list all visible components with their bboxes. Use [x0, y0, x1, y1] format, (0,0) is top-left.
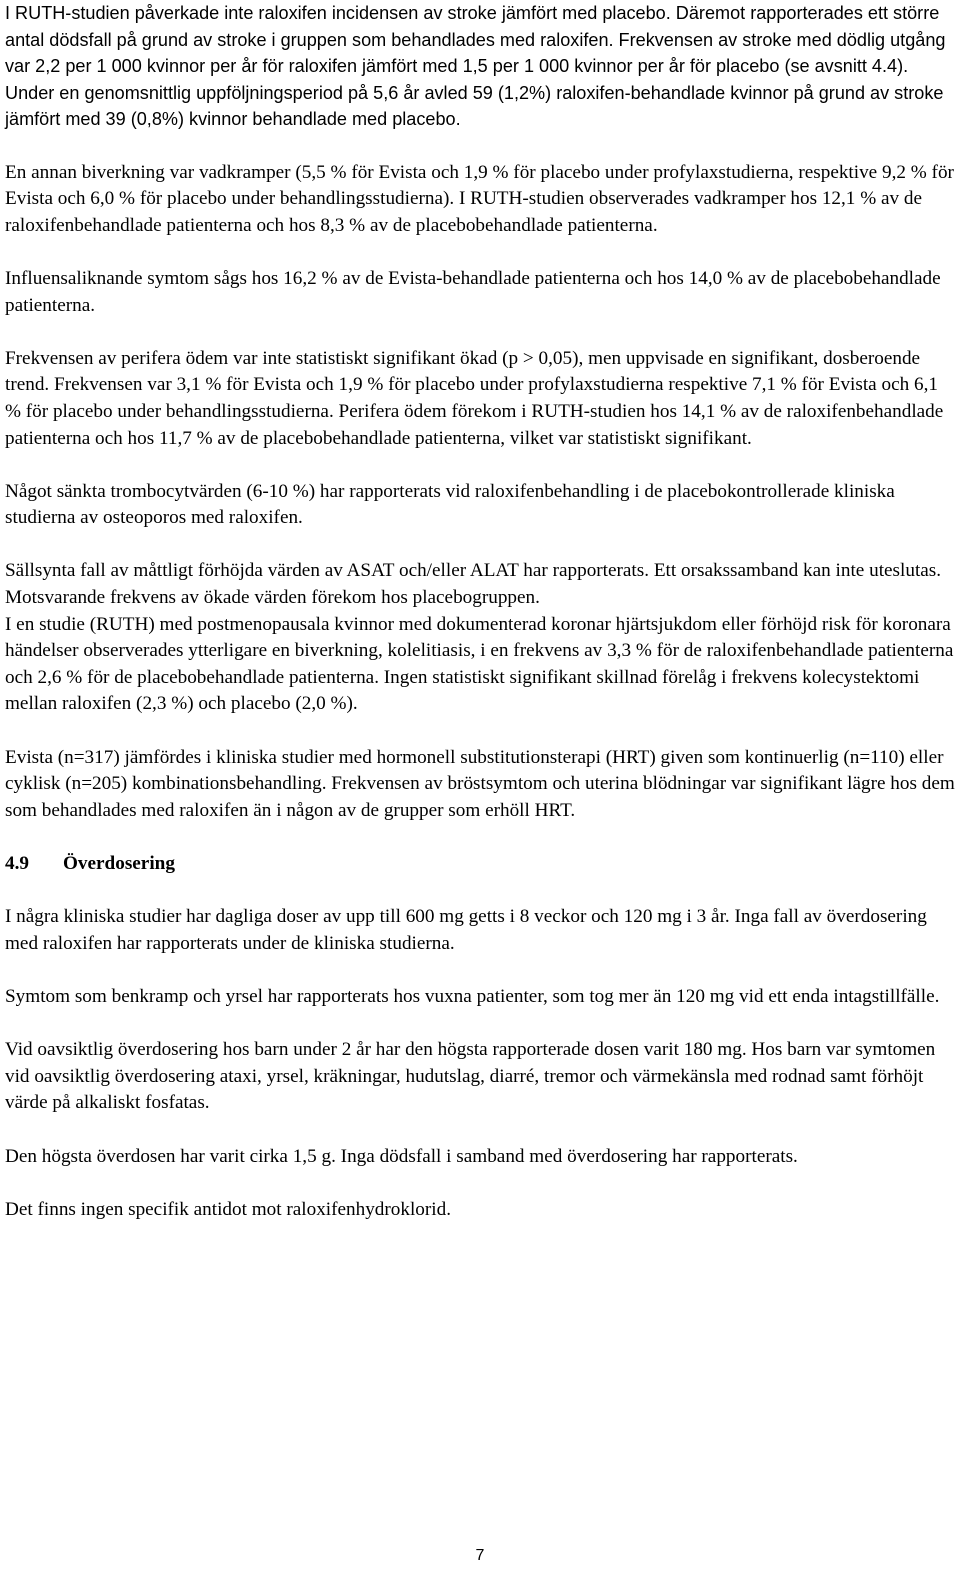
- paragraph-overdose-adult-symptoms: Symtom som benkramp och yrsel har rapporterats hos vuxna patienter, som tog mer än 120 mg vid ett enda intagstillfälle.: [5, 985, 940, 1007]
- page-number: 7: [475, 1547, 485, 1564]
- document-page: [5, 0, 955, 1223]
- paragraph-overdose-doses: I några kliniska studier har dagliga doser av upp till 600 mg getts i 8 veckor och 120 mg i 3 år. Inga fall av överdosering med raloxifen har rapporterats under de kliniska studierna.: [5, 906, 927, 954]
- paragraph-asat-alat: Sällsynta fall av måttligt förhöjda värden av ASAT och/eller ALAT har rapporterats. Ett orsakssamband kan inte uteslutas. Motsvarande frekvens av ökade värden förekom hos placebogruppen.: [5, 560, 942, 609]
- section-heading-overdose: [5, 851, 955, 878]
- section-title: Överdosering: [63, 853, 175, 874]
- paragraph-highest-overdose: Den högsta överdosen har varit cirka 1,5 g. Inga dödsfall i samband med överdosering har rapporterats.: [5, 1145, 798, 1167]
- paragraph-stroke-ruth: I RUTH-studien påverkade inte raloxifen incidensen av stroke jämfört med placebo. Däremot rapporterades ett större antal dödsfall på grund av stroke i gruppen som behandlades med raloxifen. Frekvensen av stroke med dödlig utgång var 2,2 per 1 000 kvinnor per år för raloxifen jämfört med 1,5 per 1 000 kvinnor per år för placebo (se avsnitt 4.4). Under en genomsnittlig uppföljningsperiod på 5,6 år avled 59 (1,2%) raloxifen-behandlade kvinnor på grund av stroke jämfört med 39 (0,8%) kvinnor behandlade med placebo.: [5, 3, 946, 130]
- paragraph-hrt-comparison: Evista (n=317) jämfördes i kliniska studier med hormonell substitutionsterapi (HRT) given som kontinuerlig (n=110) eller cyklisk (n=205) kombinationsbehandling. Frekvensen av bröstsymtom och uterina blödningar var signifikant lägre hos dem som behandlades med raloxifen än i någon av de grupper som erhöll HRT.: [5, 746, 955, 821]
- paragraph-flu-symptoms: Influensaliknande symtom sågs hos 16,2 % av de Evista-behandlade patienterna och hos 14,0 % av de placebobehandlade patienterna.: [5, 267, 941, 316]
- paragraph-peripheral-edema: Frekvensen av perifera ödem var inte statistiskt signifikant ökad (p > 0,05), men uppvisade en signifikant, dosberoende trend. Frekvensen var 3,1 % för Evista och 1,9 % för placebo under profylaxstudierna respektive 7,1 % för Evista och 6,1 % för placebo under behandlingsstudierna. Perifera ödem förekom i RUTH-studien hos 14,1 % av de raloxifenbehandlade patienterna och hos 11,7 % av de placebobehandlade patienterna, vilket var statistiskt signifikant.: [5, 347, 944, 449]
- section-number: 4.9: [5, 853, 29, 874]
- paragraph-no-antidote: Det finns ingen specifik antidot mot raloxifenhydroklorid.: [5, 1198, 452, 1220]
- paragraph-overdose-children: Vid oavsiktlig överdosering hos barn under 2 år har den högsta rapporterade dosen varit 180 mg. Hos barn var symtomen vid oavsiktlig överdosering ataxi, yrsel, kräkningar, hudutslag, diarré, tremor och värmekänsla med rodnad samt förhöjt värde på alkaliskt fosfatas.: [5, 1039, 936, 1114]
- paragraph-platelets: Något sänkta trombocytvärden (6-10 %) har rapporterats vid raloxifenbehandling i de placebokontrollerade kliniska studierna av osteoporos med raloxifen.: [5, 480, 895, 529]
- paragraph-cholelithiasis: I en studie (RUTH) med postmenopausala kvinnor med dokumenterad koronar hjärtsjukdom eller förhöjd risk för koronara händelser observerades ytterligare en biverkning, kolelitiasis, i en frekvens av 3,3 % för de raloxifenbehandlade patienterna och 2,6 % för de placebobehandlade patienterna. Ingen statistiskt signifikant skillnad förelåg i frekvens kolecystektomi mellan raloxifen (2,3 %) och placebo (2,0 %).: [5, 613, 954, 715]
- paragraph-leg-cramps: En annan biverkning var vadkramper (5,5 % för Evista och 1,9 % för placebo under profylaxstudierna, respektive 9,2 % för Evista och 6,0 % för placebo under behandlingsstudierna). I RUTH-studien observerades vadkramper hos 12,1 % av de raloxifenbehandlade patienterna och hos 8,3 % av de placebobehandlade patienterna.: [5, 161, 954, 236]
